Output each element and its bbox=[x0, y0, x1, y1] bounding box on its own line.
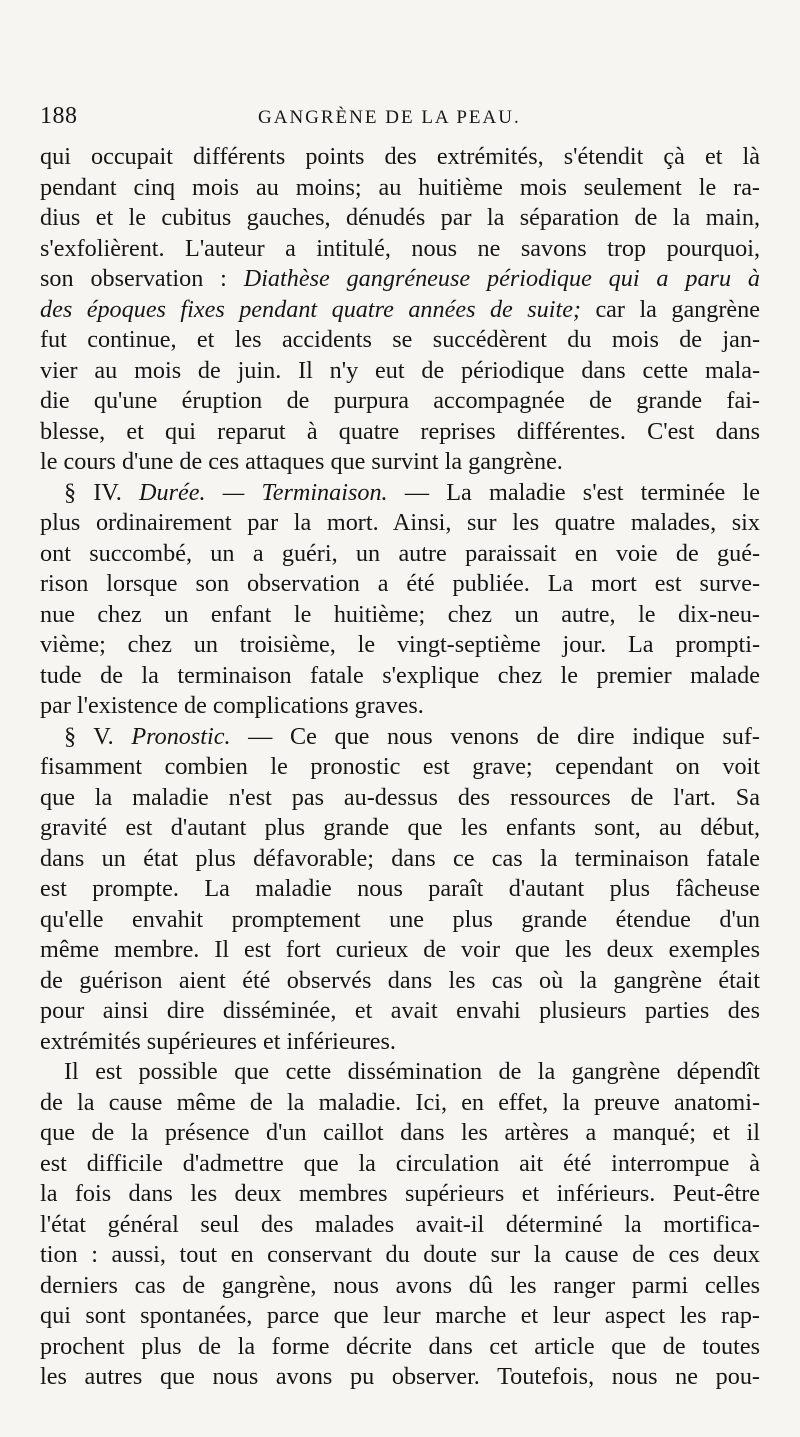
text-line bbox=[40, 1088, 760, 1119]
text-line bbox=[40, 508, 760, 539]
text-line bbox=[40, 356, 760, 387]
text-line bbox=[40, 630, 760, 661]
line-text: vième; chez un troisième, le vingt-septième jour. La prompti- bbox=[40, 631, 760, 658]
line-text: § V. bbox=[64, 722, 132, 750]
text-line bbox=[40, 234, 760, 265]
page-header bbox=[40, 103, 760, 133]
line-text: fut continue, et les accidents se succédèrent du mois de jan- bbox=[40, 326, 760, 353]
text-line bbox=[40, 539, 760, 570]
line-text: blesse, et qui reparut à quatre reprises différentes. C'est dans bbox=[40, 417, 760, 445]
line-text: — Ce que nous venons de dire indique suf- bbox=[230, 722, 760, 750]
line-text: derniers cas de gangrène, nous avons dû les ranger parmi celles bbox=[40, 1271, 760, 1299]
text-line bbox=[40, 1332, 760, 1363]
line-text: plus ordinairement par la mort. Ainsi, sur les quatre malades, six bbox=[40, 509, 760, 536]
text-line bbox=[40, 1301, 760, 1332]
text-line bbox=[40, 661, 760, 692]
line-text: que de la présence d'un caillot dans les artères a manqué; et il bbox=[40, 1119, 760, 1146]
text-line bbox=[40, 1179, 760, 1210]
text-line bbox=[40, 1057, 760, 1088]
line-text: par l'existence de complications graves. bbox=[40, 692, 424, 719]
text-line bbox=[40, 142, 760, 173]
text-line bbox=[40, 295, 760, 326]
text-line bbox=[40, 1149, 760, 1180]
line-text: est prompte. La maladie nous paraît d'autant plus fâcheuse bbox=[40, 875, 760, 902]
line-text: l'état général seul des malades avait-il déterminé la mortifica- bbox=[40, 1210, 760, 1238]
text-line bbox=[40, 417, 760, 448]
italic-text: Durée. — Terminaison. bbox=[139, 478, 388, 506]
line-text: nue chez un enfant le huitième; chez un autre, le dix-neu- bbox=[40, 600, 760, 628]
line-text: § IV. bbox=[64, 478, 140, 506]
text-line bbox=[40, 1362, 760, 1393]
italic-text: Diathèse gangréneuse périodique qui a paru à bbox=[243, 265, 761, 292]
text-line bbox=[40, 264, 760, 295]
line-text: gravité est d'autant plus grande que les enfants sont, au début, bbox=[40, 814, 760, 841]
text-line bbox=[40, 325, 760, 356]
text-line bbox=[40, 813, 760, 844]
line-text: les autres que nous avons pu observer. Toutefois, nous ne pou- bbox=[40, 1363, 760, 1390]
line-text: tude de la terminaison fatale s'explique chez le premier malade bbox=[40, 661, 760, 689]
line-text: que la maladie n'est pas au-dessus des ressources de l'art. Sa bbox=[40, 783, 760, 811]
text-line bbox=[40, 1240, 760, 1271]
line-text: rison lorsque son observation a été publiée. La mort est surve- bbox=[40, 570, 760, 597]
line-text: fisamment combien le pronostic est grave; cependant on voit bbox=[40, 753, 760, 780]
text-line bbox=[40, 722, 760, 753]
text-line bbox=[40, 874, 760, 905]
text-line bbox=[40, 569, 760, 600]
text-line bbox=[40, 996, 760, 1027]
running-head: GANGRÈNE DE LA PEAU. bbox=[258, 107, 521, 128]
line-text: qui occupait différents points des extrémités, s'étendit çà et là bbox=[40, 143, 760, 170]
page-number: 188 bbox=[40, 103, 78, 129]
line-text: extrémités supérieures et inférieures. bbox=[40, 1027, 396, 1055]
line-text: la fois dans les deux membres supérieurs et inférieurs. Peut-être bbox=[40, 1180, 760, 1207]
line-text: tion : aussi, tout en conservant du doute sur la cause de ces deux bbox=[40, 1241, 760, 1268]
line-text: qu'elle envahit promptement une plus grande étendue d'un bbox=[40, 905, 760, 933]
text-line bbox=[40, 600, 760, 631]
line-text: s'exfolièrent. L'auteur a intitulé, nous ne savons trop pourquoi, bbox=[40, 234, 760, 262]
body-text bbox=[40, 142, 760, 1393]
line-text: qui sont spontanées, parce que leur marche et leur aspect les rap- bbox=[40, 1302, 760, 1329]
line-text: die qu'une éruption de purpura accompagnée de grande fai- bbox=[40, 387, 760, 414]
text-line bbox=[40, 1271, 760, 1302]
text-line bbox=[40, 386, 760, 417]
text-line bbox=[40, 905, 760, 936]
line-text: même membre. Il est fort curieux de voir que les deux exemples bbox=[40, 936, 760, 963]
italic-text: des époques fixes pendant quatre années de suite; bbox=[40, 295, 581, 323]
line-text: prochent plus de la forme décrite dans cet article que de toutes bbox=[40, 1332, 760, 1360]
line-text: car la gangrène bbox=[580, 295, 760, 323]
text-line bbox=[40, 1118, 760, 1149]
text-line bbox=[40, 1027, 760, 1058]
line-text: vier au mois de juin. Il n'y eut de périodique dans cette mala- bbox=[40, 356, 760, 384]
text-line bbox=[40, 783, 760, 814]
line-text: de guérison aient été observés dans les cas où la gangrène était bbox=[40, 966, 760, 994]
line-text: pendant cinq mois au moins; au huitième mois seulement le ra- bbox=[40, 173, 760, 201]
line-text: Il est possible que cette dissémination de la gangrène dépendît bbox=[64, 1058, 760, 1085]
text-line bbox=[40, 173, 760, 204]
text-line bbox=[40, 447, 760, 478]
text-line bbox=[40, 203, 760, 234]
text-line bbox=[40, 935, 760, 966]
text-line bbox=[40, 1210, 760, 1241]
line-text: le cours d'une de ces attaques que survint la gangrène. bbox=[40, 448, 563, 475]
text-line bbox=[40, 752, 760, 783]
line-text: dius et le cubitus gauches, dénudés par la séparation de la main, bbox=[40, 204, 760, 231]
text-line bbox=[40, 478, 760, 509]
text-line bbox=[40, 844, 760, 875]
line-text: pour ainsi dire disséminée, et avait envahi plusieurs parties des bbox=[40, 997, 760, 1024]
line-text: de la cause même de la maladie. Ici, en effet, la preuve anatomi- bbox=[40, 1088, 760, 1116]
line-text: ont succombé, un a guéri, un autre paraissait en voie de gué- bbox=[40, 539, 760, 567]
line-text: dans un état plus défavorable; dans ce cas la terminaison fatale bbox=[40, 844, 760, 872]
line-text: est difficile d'admettre que la circulation ait été interrompue à bbox=[40, 1149, 760, 1177]
text-line bbox=[40, 691, 760, 722]
text-line bbox=[40, 966, 760, 997]
line-text: son observation : bbox=[40, 265, 244, 292]
italic-text: Pronostic. bbox=[131, 722, 231, 750]
line-text: — La maladie s'est terminée le bbox=[387, 478, 760, 506]
